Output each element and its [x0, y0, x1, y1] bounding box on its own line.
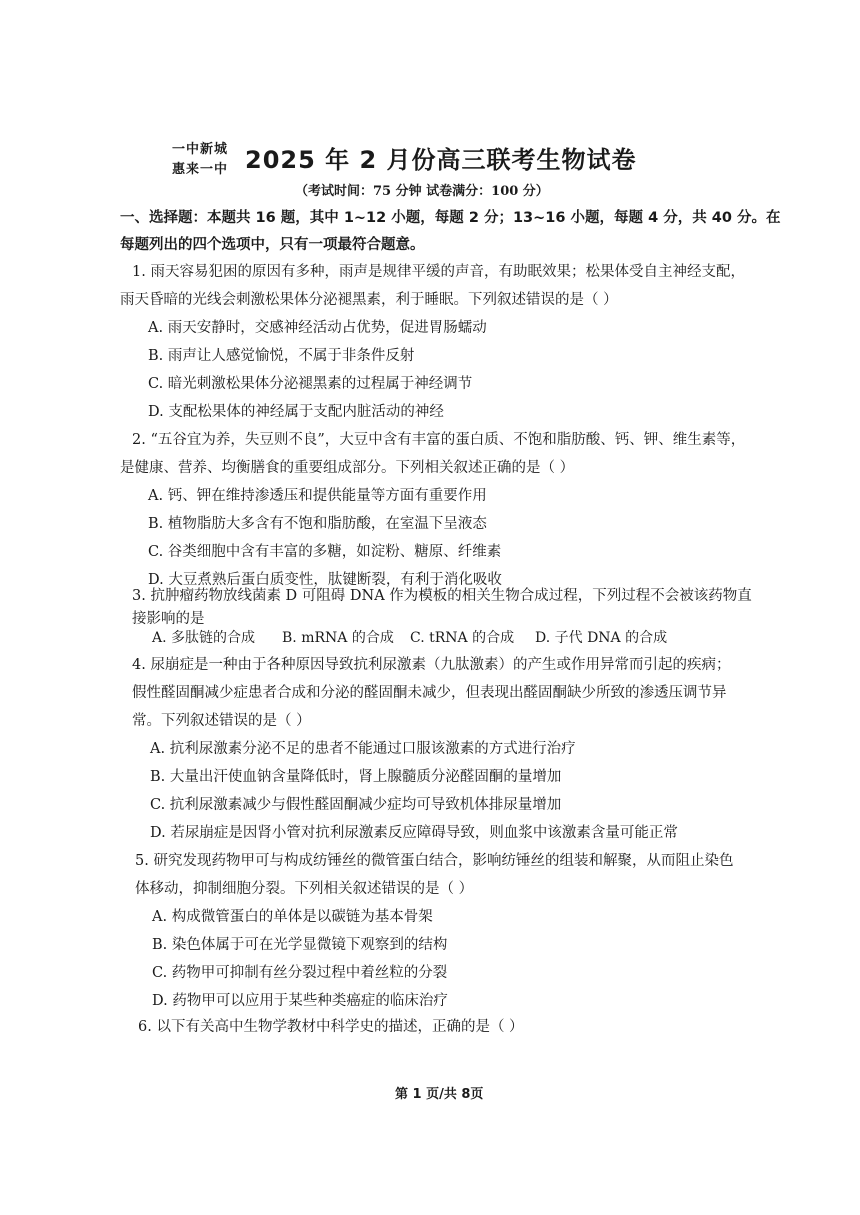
q4-stem-line-2: 假性醛固酮减少症患者合成和分泌的醛固酮未减少，但表现出醛固酮缺少所致的渗透压调节异 [132, 685, 727, 701]
q5-stem-line-1: 5. 研究发现药物甲可与构成纺锤丝的微管蛋白结合，影响纺锤丝的组装和解聚，从而阻止染色 [135, 853, 734, 869]
q1-option-a: A. 雨天安静时，交感神经活动占优势，促进胃肠蠕动 [148, 320, 487, 336]
school-name-2: 惠来一中 [172, 162, 229, 177]
q2-option-a: A. 钙、钾在维持渗透压和提供能量等方面有重要作用 [148, 488, 487, 504]
q4-stem-line-3: 常。下列叙述错误的是（ ） [132, 713, 311, 729]
q1-stem-line-1: 1. 雨天容易犯困的原因有多种，雨声是规律平缓的声音，有助眠效果；松果体受自主神经支配， [132, 264, 745, 280]
q5-stem-line-2: 体移动，抑制细胞分裂。下列相关叙述错误的是（ ） [135, 881, 474, 897]
q2-stem-line-1: 2. “五谷宜为养，失豆则不良”，大豆中含有丰富的蛋白质、不饱和脂肪酸、钙、钾、维生素等， [132, 432, 746, 448]
exam-title: 2025 年 2 月份高三联考生物试卷 [245, 146, 637, 174]
q1-option-b: B. 雨声让人感觉愉悦，不属于非条件反射 [148, 348, 415, 364]
q3-stem-line-1: 3. 抗肿瘤药物放线菌素 D 可阻碍 DNA 作为模板的相关生物合成过程，下列过程不会被该药物直 [132, 588, 752, 604]
q6-stem-line-1: 6. 以下有关高中生物学教材中科学史的描述，正确的是（ ） [138, 1019, 524, 1035]
q4-option-d: D. 若尿崩症是因肾小管对抗利尿激素反应障碍导致，则血浆中该激素含量可能正常 [150, 825, 678, 841]
q1-stem-line-2: 雨天昏暗的光线会刺激松果体分泌褪黑素，利于睡眠。下列叙述错误的是（ ） [120, 292, 618, 308]
exam-subtitle: （考试时间：75 分钟 试卷满分：100 分） [295, 184, 549, 199]
section-heading-line-1: 一、选择题：本题共 16 题，其中 1~12 小题，每题 2 分；13~16 小题，每题 4 分，共 40 分。在 [120, 210, 781, 226]
q3-option-c: C. tRNA 的合成 [410, 630, 515, 646]
q2-option-d: D. 大豆煮熟后蛋白质变性，肽键断裂，有利于消化吸收 [148, 572, 502, 588]
q2-stem-line-2: 是健康、营养、均衡膳食的重要组成部分。下列相关叙述正确的是（ ） [120, 460, 575, 476]
q4-option-a: A. 抗利尿激素分泌不足的患者不能通过口服该激素的方式进行治疗 [150, 741, 576, 757]
q5-option-b: B. 染色体属于可在光学显微镜下观察到的结构 [152, 937, 448, 953]
q1-option-c: C. 暗光刺激松果体分泌褪黑素的过程属于神经调节 [148, 376, 473, 392]
q4-stem-line-1: 4. 尿崩症是一种由于各种原因导致抗利尿激素（九肽激素）的产生或作用异常而引起的疾病； [132, 657, 731, 673]
q3-option-d: D. 子代 DNA 的合成 [535, 630, 668, 646]
q2-option-b: B. 植物脂肪大多含有不饱和脂肪酸，在室温下呈液态 [148, 516, 487, 532]
school-name-1: 一中新城 [172, 142, 229, 157]
q3-stem-line-2: 接影响的是 [132, 611, 205, 627]
q5-option-d: D. 药物甲可以应用于某些种类癌症的临床治疗 [152, 993, 448, 1009]
q5-option-c: C. 药物甲可抑制有丝分裂过程中着丝粒的分裂 [152, 965, 448, 981]
q4-option-c: C. 抗利尿激素减少与假性醛固酮减少症均可导致机体排尿量增加 [150, 797, 562, 813]
page-footer: 第 1 页/共 8页 [395, 1087, 484, 1102]
q3-option-a: A. 多肽链的合成 [152, 630, 256, 646]
q5-option-a: A. 构成微管蛋白的单体是以碳链为基本骨架 [152, 909, 433, 925]
q3-option-b: B. mRNA 的合成 [282, 630, 394, 646]
q2-option-c: C. 谷类细胞中含有丰富的多糖，如淀粉、糖原、纤维素 [148, 544, 502, 560]
section-heading-line-2: 每题列出的四个选项中，只有一项最符合题意。 [120, 237, 425, 253]
q1-option-d: D. 支配松果体的神经属于支配内脏活动的神经 [148, 404, 444, 420]
q4-option-b: B. 大量出汗使血钠含量降低时，肾上腺髓质分泌醛固酮的量增加 [150, 769, 562, 785]
